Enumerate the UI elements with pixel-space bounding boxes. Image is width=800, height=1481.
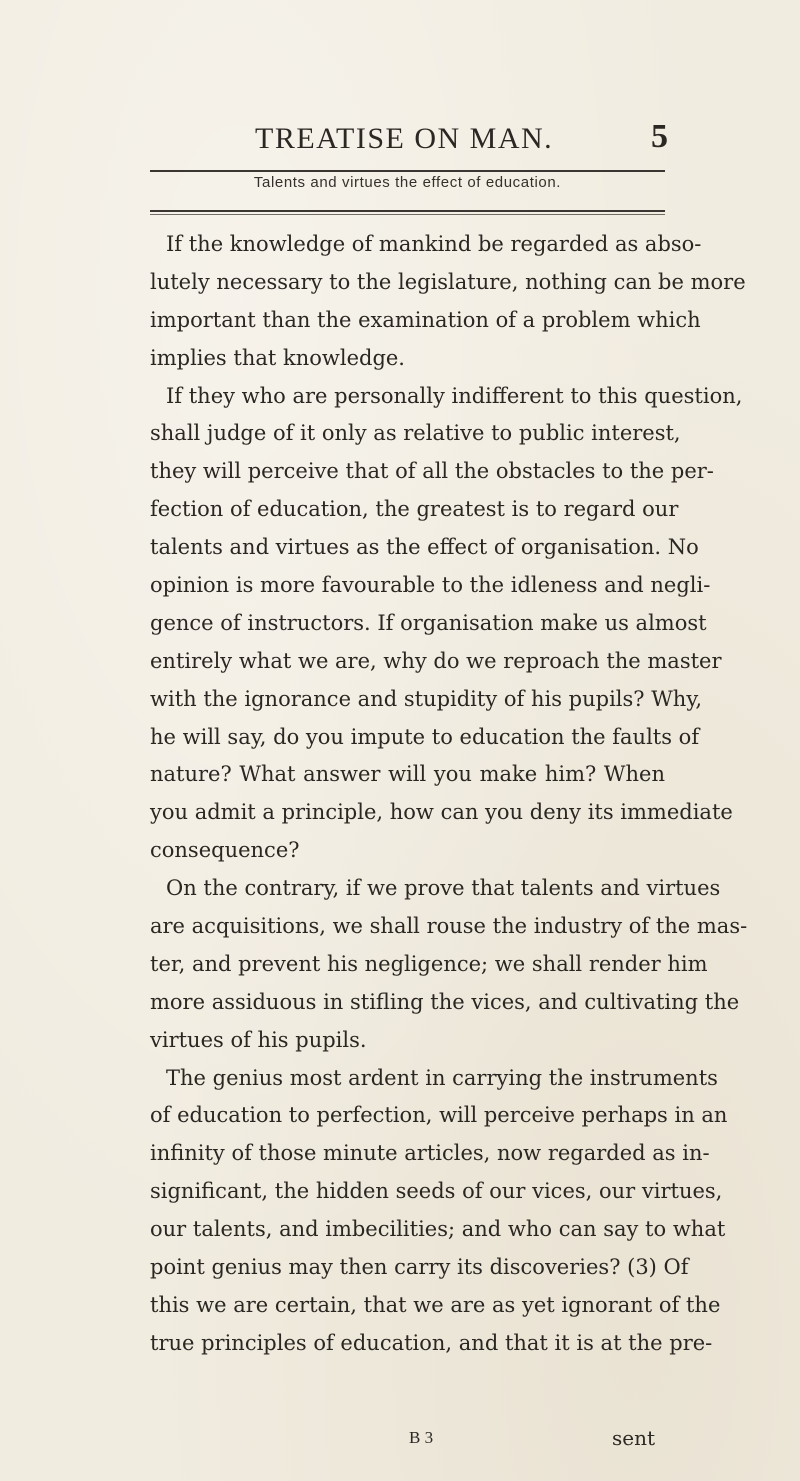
section-subheading: Talents and virtues the effect of education.	[253, 174, 562, 191]
body-text	[150, 226, 748, 1363]
text-line: If the knowledge of mankind be regarded as abso-	[166, 232, 702, 256]
text-line: lutely necessary to the legislature, nothing can be more	[150, 269, 746, 294]
text-line: he will say, do you impute to education the faults of	[150, 724, 700, 749]
signature-mark: B 3	[409, 1428, 434, 1447]
catchword: sent	[612, 1426, 656, 1450]
text-line: consequence?	[150, 838, 300, 863]
text-line: If they who are personally indifferent to this question,	[166, 383, 743, 408]
text-line: entirely what we are, why do we reproach the master	[150, 648, 722, 673]
text-line: of education to perfection, will perceive perhaps in an	[150, 1103, 728, 1128]
top-rule	[150, 170, 665, 172]
text-line: opinion is more favourable to the idleness and negli-	[150, 573, 711, 598]
text-line: gence of instructors. If organisation make us almost	[150, 610, 707, 635]
page-footer	[0, 1428, 800, 1458]
text-line: implies that knowledge.	[150, 345, 405, 370]
text-line: important than the examination of a problem which	[150, 307, 701, 332]
text-line: significant, the hidden seeds of our vices, our virtues,	[150, 1179, 723, 1204]
text-line: are acquisitions, we shall rouse the industry of the mas-	[150, 914, 748, 939]
text-line: with the ignorance and stupidity of his pupils? Why,	[150, 686, 703, 711]
text-line: The genius most ardent in carrying the instruments	[166, 1065, 718, 1090]
text-line: talents and virtues as the effect of organisation. No	[150, 535, 699, 560]
text-line: they will perceive that of all the obstacles to the per-	[150, 459, 714, 484]
text-line: true principles of education, and that it is at the pre-	[150, 1330, 713, 1355]
text-line: you admit a principle, how can you deny its immediate	[150, 800, 733, 825]
text-line: nature? What answer will you make him? When	[150, 762, 665, 787]
text-line: ter, and prevent his negligence; we shall render him	[150, 951, 708, 976]
text-line: shall judge of it only as relative to public interest,	[150, 421, 681, 446]
text-line: virtues of his pupils.	[150, 1027, 367, 1052]
bottom-rule	[150, 210, 665, 212]
text-line: fection of education, the greatest is to regard our	[150, 497, 679, 522]
text-line: more assiduous in stifling the vices, and cultivating the	[150, 989, 740, 1014]
text-line: our talents, and imbecilities; and who can say to what	[150, 1217, 726, 1242]
page-number: 5	[651, 118, 668, 155]
bottom-rule-thin	[150, 214, 665, 215]
text-line: point genius may then carry its discoveries? (3) Of	[150, 1255, 689, 1280]
text-line: On the contrary, if we prove that talents and virtues	[166, 876, 721, 901]
text-line: infinity of those minute articles, now regarded as in-	[150, 1141, 710, 1166]
running-title: TREATISE ON MAN.	[255, 122, 554, 155]
running-head	[0, 118, 800, 162]
text-line: this we are certain, that we are as yet ignorant of the	[150, 1292, 721, 1317]
